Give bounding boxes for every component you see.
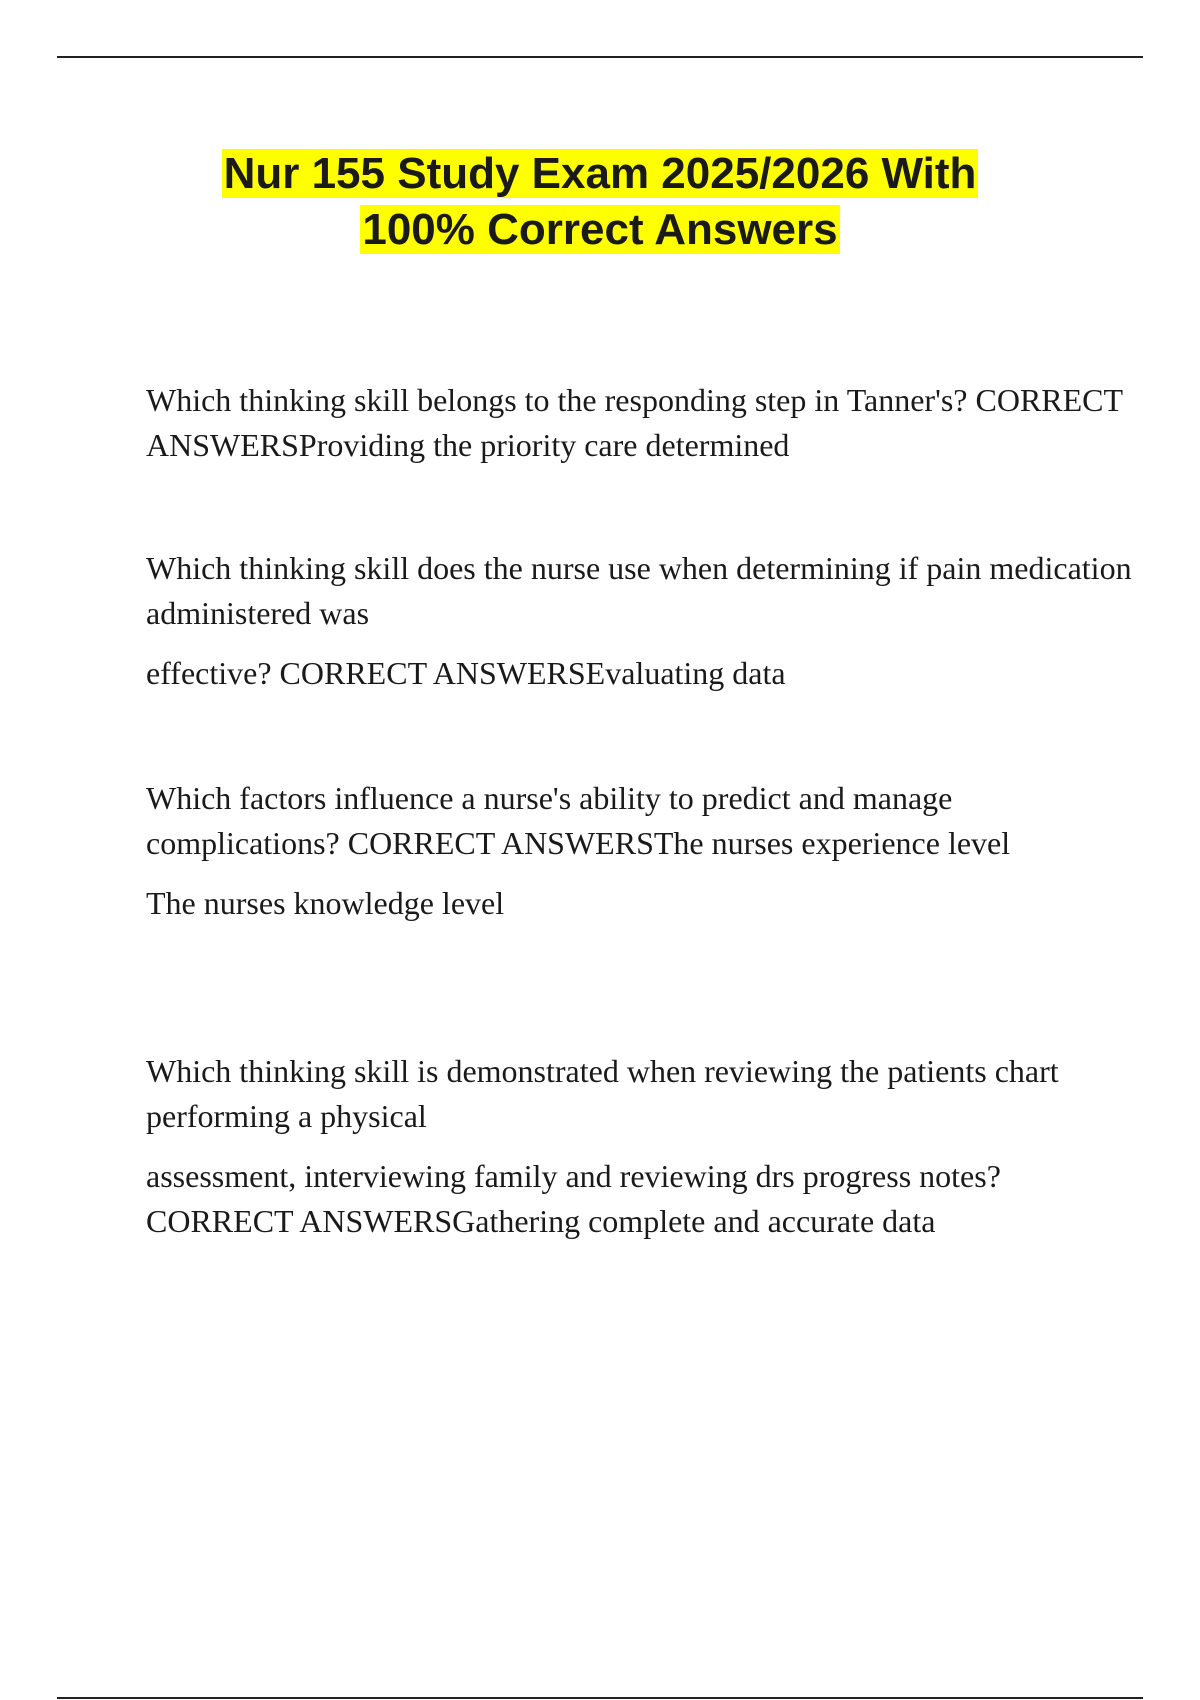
document-title <box>0 146 1200 258</box>
qa-paragraph: Which thinking skill is demonstrated when reviewing the patients chart performing a physical <box>146 1053 1059 1134</box>
question-answer-2 <box>146 546 1146 696</box>
question-answer-4 <box>146 1049 1146 1244</box>
qa-paragraph: The nurses knowledge level <box>146 885 505 921</box>
qa-paragraph: effective? CORRECT ANSWERSEvaluating data <box>146 655 786 691</box>
bottom-rule <box>57 1697 1143 1699</box>
title-line-1: Nur 155 Study Exam 2025/2026 With <box>223 149 977 198</box>
question-answer-3 <box>146 776 1146 926</box>
top-rule <box>57 56 1143 58</box>
qa-paragraph: Which factors influence a nurse's ability to predict and manage complications? CORRECT ANSWERSThe nurses experience level <box>146 780 1011 861</box>
qa-paragraph: Which thinking skill does the nurse use when determining if pain medication administered was <box>146 550 1132 631</box>
qa-paragraph: assessment, interviewing family and reviewing drs progress notes? CORRECT ANSWERSGathering complete and accurate data <box>146 1158 1001 1239</box>
qa-paragraph: Which thinking skill belongs to the responding step in Tanner's? CORRECT ANSWERSProviding the priority care determined <box>146 382 1123 463</box>
title-line-2: 100% Correct Answers <box>362 205 838 254</box>
question-answer-1 <box>146 378 1146 468</box>
